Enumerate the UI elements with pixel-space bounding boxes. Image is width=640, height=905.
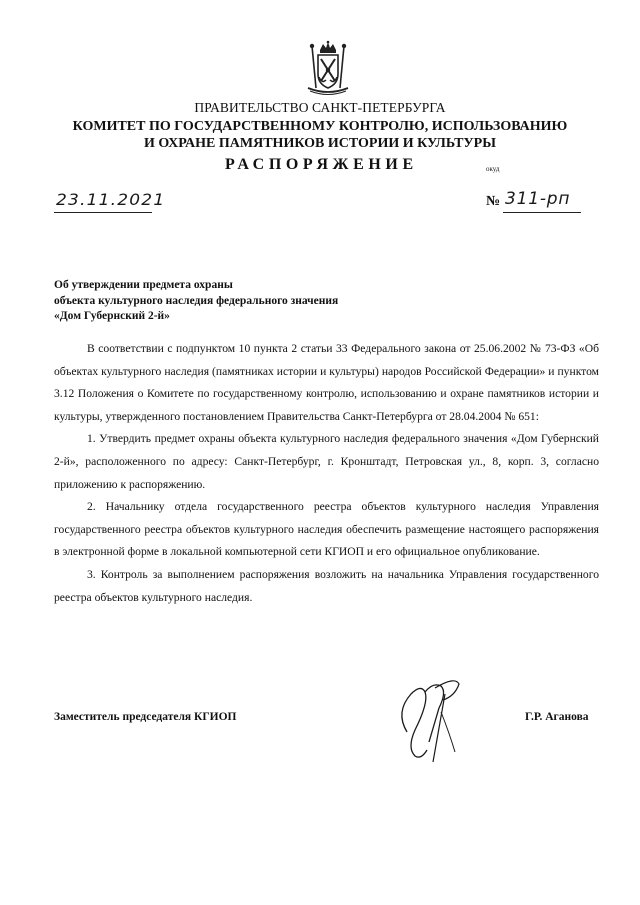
- document-type-title: РАСПОРЯЖЕНИЕ: [225, 156, 418, 173]
- document-date: 23.11.2021: [56, 190, 166, 210]
- committee-title-line-1: КОМИТЕТ ПО ГОСУДАРСТВЕННОМУ КОНТРОЛЮ, ИСПОЛЬЗОВАНИЮ: [72, 119, 568, 134]
- date-underline: [54, 212, 152, 213]
- document-body: [54, 338, 599, 609]
- okud-label: окуд: [486, 165, 500, 173]
- signer-name: Г.Р. Аганова: [525, 711, 589, 723]
- document-subject: [54, 278, 414, 325]
- government-title: ПРАВИТЕЛЬСТВО САНКТ-ПЕТЕРБУРГА: [194, 100, 446, 115]
- preamble-paragraph: В соответствии с подпунктом 10 пункта 2 статьи 33 Федерального закона от 25.06.2002 № 73-ФЗ «Об объектах культурного наследия (памятниках истории и культуры) народов Российской Федерации» и пунктом 3.12 Положения о Комитете по государственному контролю, использованию и охране памятников истории и культуры, утвержденного постановлением Правительства Санкт-Петербурга от 28.04.2004 № 651:: [54, 342, 599, 423]
- handwritten-signature-icon: [385, 672, 485, 772]
- item-paragraph-3: 3. Контроль за выполнением распоряжения возложить на начальника Управления государственного реестра объектов культурного наследия.: [54, 567, 599, 604]
- signer-position: Заместитель председателя КГИОП: [54, 711, 237, 723]
- subject-line-1: Об утверждении предмета охраны: [54, 279, 233, 291]
- item-paragraph-2: 2. Начальнику отдела государственного реестра объектов культурного наследия Управления государственного реестра объектов культурного наследия обеспечить размещение настоящего распоряжения в электронной форме в локальной компьютерной сети КГИОП и его официальное опубликование.: [54, 500, 599, 559]
- document-number: 311-рп: [505, 189, 571, 209]
- number-sign: №: [486, 194, 501, 209]
- subject-line-3: «Дом Губернский 2-й»: [54, 310, 170, 322]
- subject-line-2: объекта культурного наследия федерального значения: [54, 294, 339, 307]
- coat-of-arms-icon: [298, 40, 358, 96]
- committee-title-line-2: И ОХРАНЕ ПАМЯТНИКОВ ИСТОРИИ И КУЛЬТУРЫ: [144, 135, 496, 151]
- committee-title: [0, 119, 640, 152]
- item-paragraph-1: 1. Утвердить предмет охраны объекта культурного наследия федерального значения «Дом Губернский 2-й», расположенного по адресу: Санкт-Петербург, г. Кронштадт, Петровская ул., 8, корп. 3, согласно приложению к распоряжению.: [54, 432, 599, 491]
- number-underline: [503, 212, 581, 213]
